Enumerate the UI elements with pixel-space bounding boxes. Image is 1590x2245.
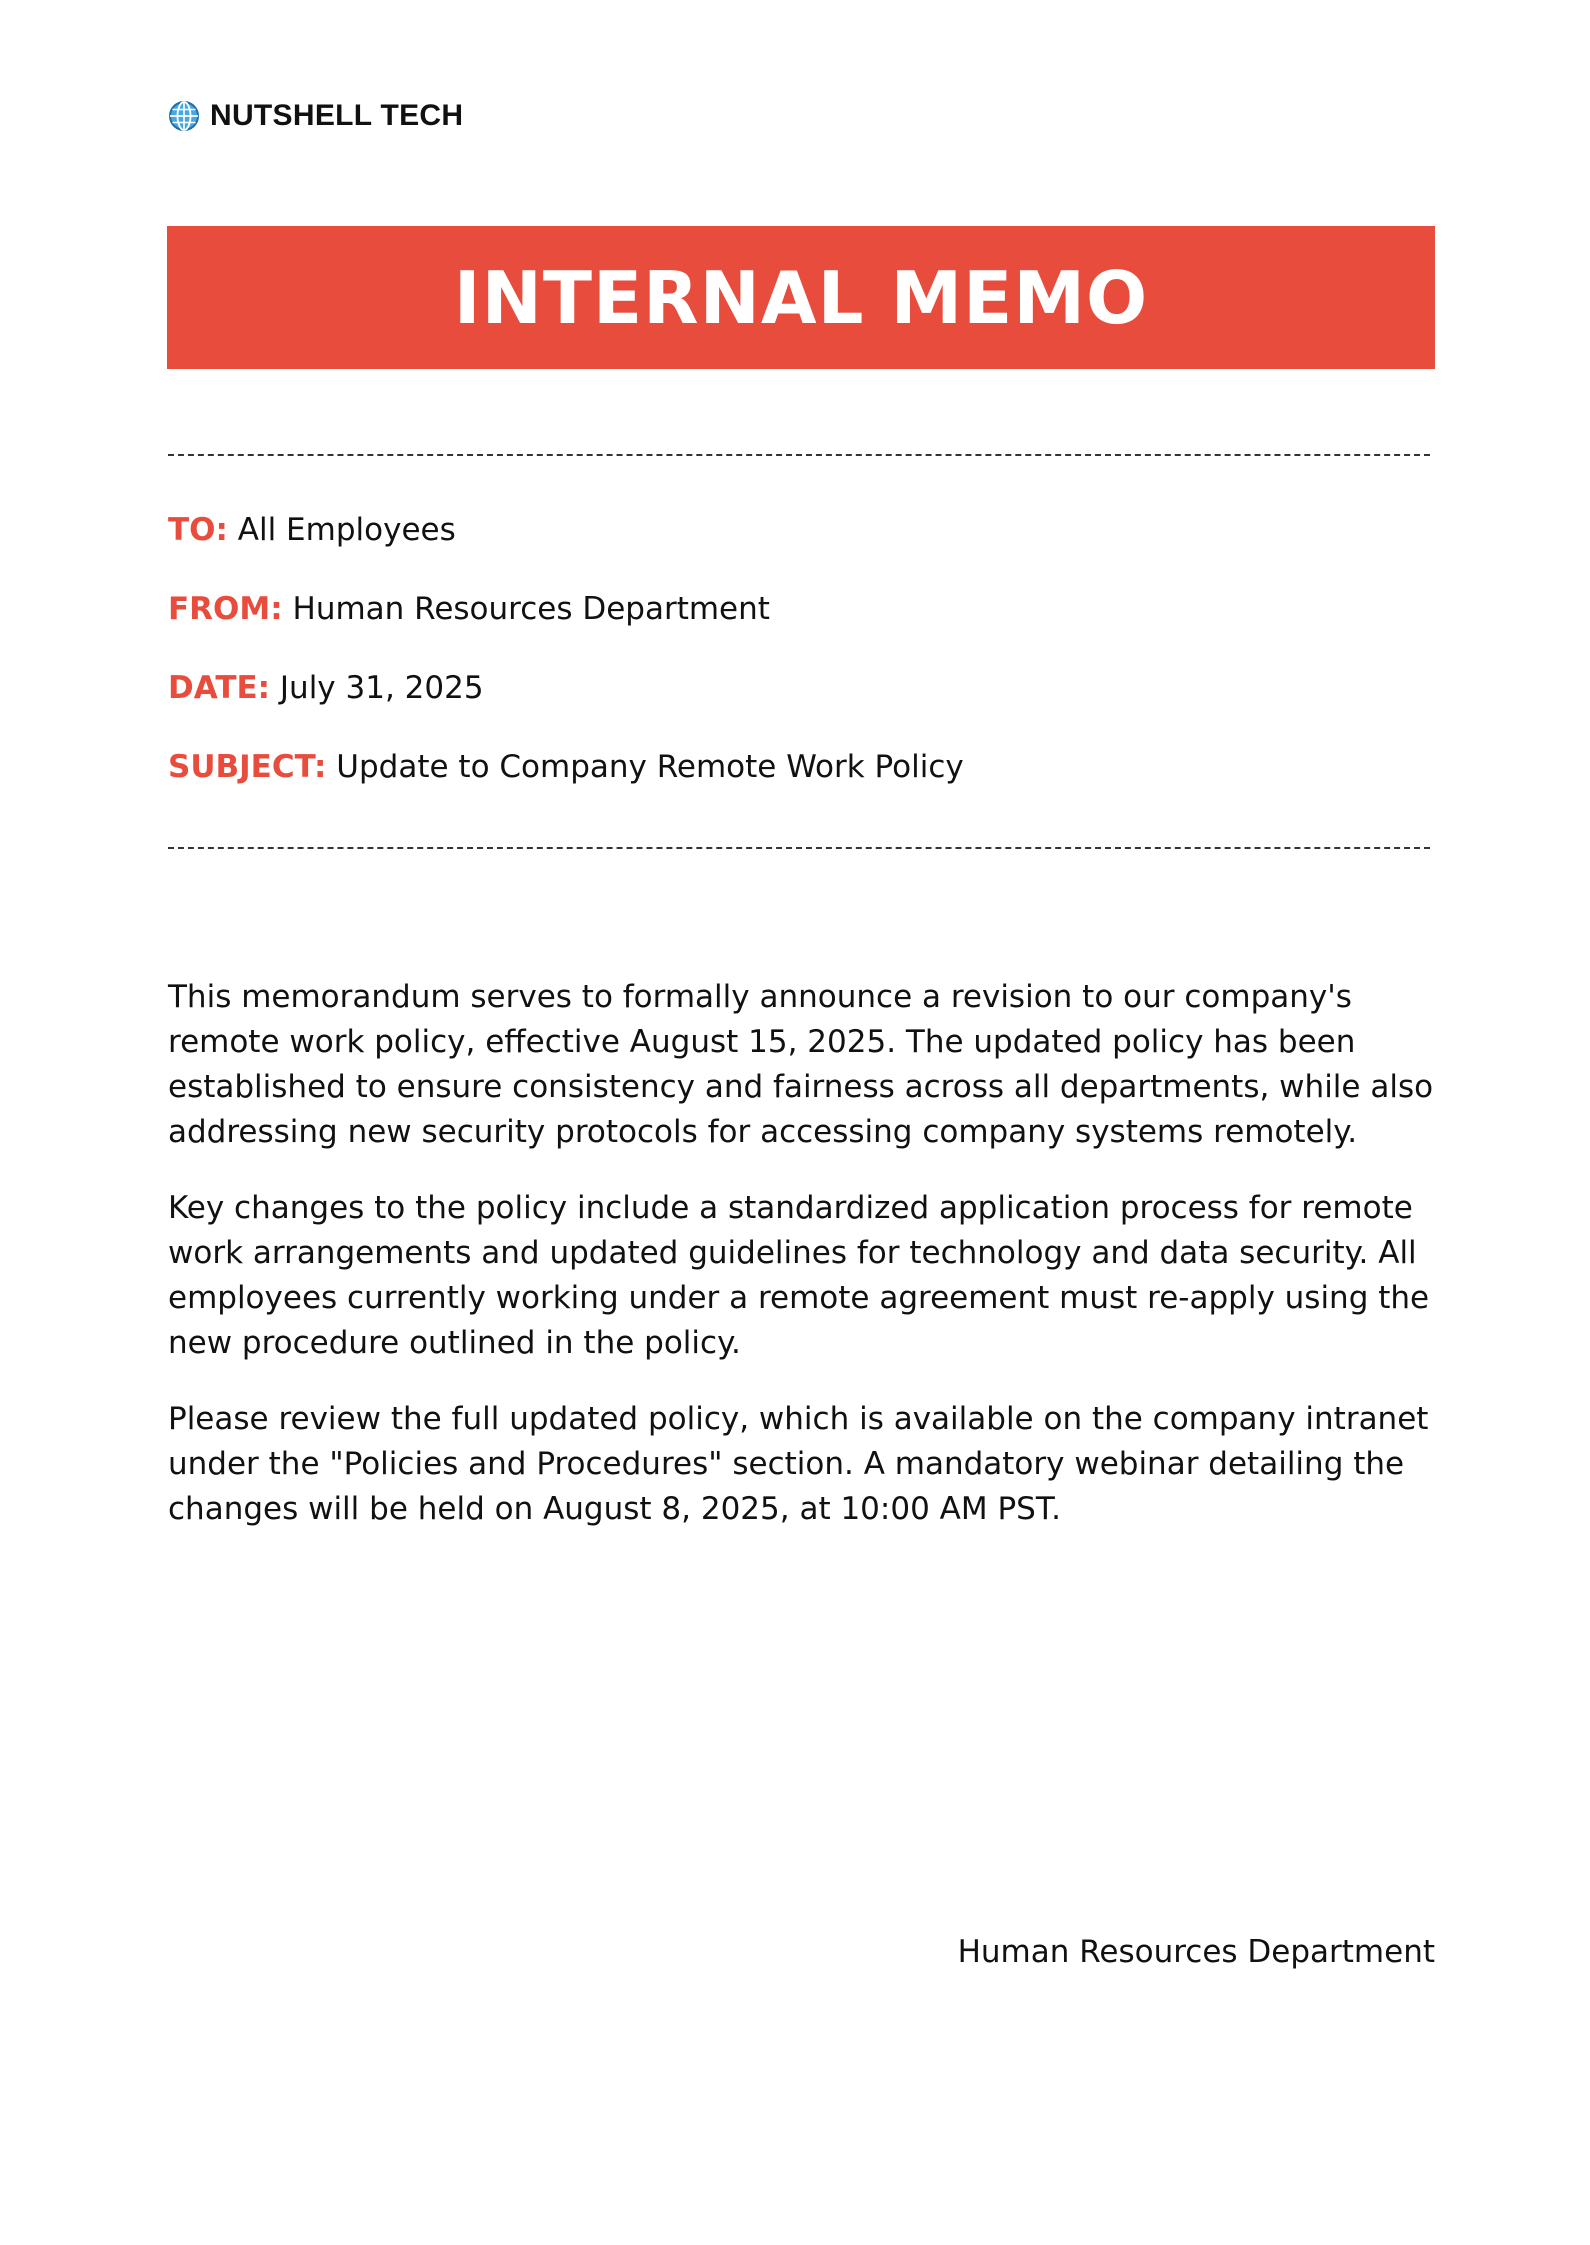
company-name: NUTSHELL TECH <box>210 99 464 132</box>
company-logo <box>168 96 463 136</box>
memo-body <box>168 975 1436 1563</box>
subject-value: Update to Company Remote Work Policy <box>336 749 964 785</box>
to-label: TO: <box>168 512 228 548</box>
date-value: July 31, 2025 <box>279 670 484 706</box>
from-value: Human Resources Department <box>292 591 770 627</box>
globe-icon <box>168 100 200 132</box>
memo-title: INTERNAL MEMO <box>453 255 1149 340</box>
subject-label: SUBJECT: <box>168 749 327 785</box>
bottom-separator <box>168 847 1430 849</box>
title-banner <box>167 226 1435 369</box>
to-value: All Employees <box>237 512 456 548</box>
memo-header-fields <box>168 510 1428 826</box>
signature: Human Resources Department <box>957 1934 1435 1970</box>
date-field <box>168 668 1428 708</box>
from-field <box>168 589 1428 629</box>
body-paragraph: Key changes to the policy include a standardized application process for remote work arrangements and updated guidelines for technology and data security. All employees currently working under a remote agreement must re-apply using the new procedure outlined in the policy. <box>168 1190 1430 1361</box>
top-separator <box>168 454 1430 456</box>
date-label: DATE: <box>168 670 271 706</box>
from-label: FROM: <box>168 591 283 627</box>
to-field <box>168 510 1428 550</box>
body-paragraph: This memorandum serves to formally announce a revision to our company's remote work policy, effective August 15, 2025. The updated policy has been established to ensure consistency and fairness across all departments, while also addressing new security protocols for accessing company systems remotely. <box>168 979 1434 1150</box>
body-paragraph: Please review the full updated policy, which is available on the company intranet under the "Policies and Procedures" section. A mandatory webinar detailing the changes will be held on August 8, 2025, at 10:00 AM PST. <box>168 1401 1429 1527</box>
subject-field <box>168 747 1428 787</box>
